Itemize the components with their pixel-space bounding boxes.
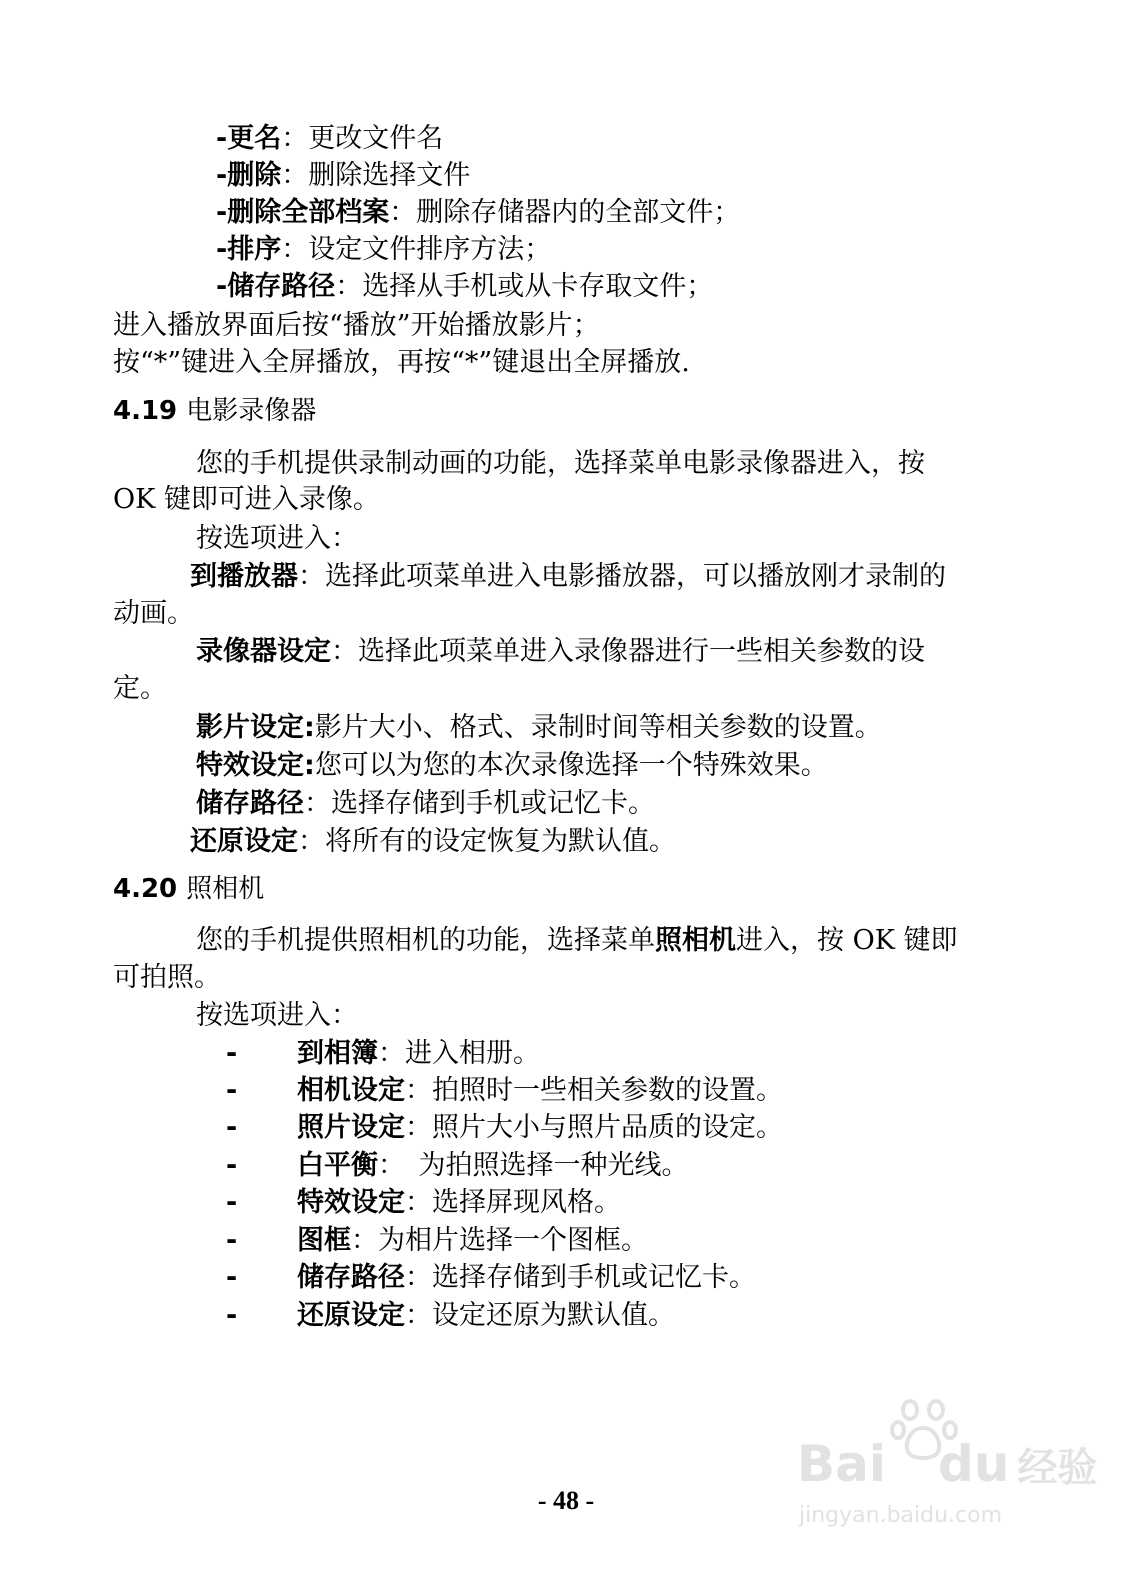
camera-intro-line-2: 可拍照。 xyxy=(113,962,221,993)
video-intro-line-2: OK 键即可进入录像。 xyxy=(113,484,380,515)
video-item-recorder-settings-cont: 定。 xyxy=(113,673,167,704)
video-item-restore-defaults: 还原设定：将所有的设定恢复为默认值。 xyxy=(190,826,676,857)
camera-item-effect-settings: 特效设定：选择屏现风格。 xyxy=(297,1187,621,1218)
camera-item-album: 到相簿：进入相册。 xyxy=(297,1038,540,1069)
camera-item-bullet: - xyxy=(226,1187,238,1218)
file-op-rename: -更名：更改文件名 xyxy=(216,123,444,154)
file-op-delete-all: -删除全部档案：删除存储器内的全部文件； xyxy=(216,197,741,228)
play-instruction: 进入播放界面后按“播放”开始播放影片； xyxy=(113,310,600,341)
page-number: - 48 - xyxy=(537,1486,595,1515)
video-intro-line-1: 您的手机提供录制动画的功能，选择菜单电影录像器进入，按 xyxy=(196,448,925,479)
file-op-sort: -排序：设定文件排序方法； xyxy=(216,234,552,265)
video-item-effect-settings: 特效设定:您可以为您的本次录像选择一个特殊效果。 xyxy=(196,750,828,781)
baidu-jingyan-watermark xyxy=(795,1398,1098,1568)
camera-item-bullet: - xyxy=(226,1075,238,1106)
file-op-storage-path: -储存路径：选择从手机或从卡存取文件； xyxy=(216,271,714,302)
camera-item-storage-path: 储存路径：选择存储到手机或记忆卡。 xyxy=(297,1262,756,1293)
video-item-storage-path: 储存路径：选择存储到手机或记忆卡。 xyxy=(196,788,655,819)
fullscreen-instruction: 按“*”键进入全屏播放，再按“*”键退出全屏播放. xyxy=(113,347,690,378)
video-item-to-player-cont: 动画。 xyxy=(113,598,194,629)
camera-item-bullet: - xyxy=(226,1150,238,1181)
camera-item-restore-defaults: 还原设定：设定还原为默认值。 xyxy=(297,1300,675,1331)
video-options-prompt: 按选项进入： xyxy=(196,523,358,554)
camera-item-bullet: - xyxy=(226,1225,238,1256)
camera-options-prompt: 按选项进入： xyxy=(196,1000,358,1031)
camera-item-frame: 图框：为相片选择一个图框。 xyxy=(297,1225,648,1256)
watermark-brand: Bai du 经验 xyxy=(797,1435,1098,1493)
camera-item-bullet: - xyxy=(226,1300,238,1331)
camera-item-camera-settings: 相机设定：拍照时一些相关参数的设置。 xyxy=(297,1075,783,1106)
camera-item-bullet: - xyxy=(226,1038,238,1069)
file-op-delete: -删除：删除选择文件 xyxy=(216,160,471,191)
camera-item-bullet: - xyxy=(226,1112,238,1143)
camera-item-white-balance: 白平衡： 为拍照选择一种光线。 xyxy=(297,1150,689,1181)
video-item-to-player: 到播放器：选择此项菜单进入电影播放器，可以播放刚才录制的 xyxy=(190,561,946,592)
video-item-recorder-settings: 录像器设定：选择此项菜单进入录像器进行一些相关参数的设 xyxy=(196,636,925,667)
section-heading-video-recorder: 4.19 电影录像器 xyxy=(113,396,317,426)
watermark-url: jingyan.baidu.com xyxy=(799,1503,1003,1528)
camera-item-bullet: - xyxy=(226,1262,238,1293)
section-heading-camera: 4.20 照相机 xyxy=(113,874,265,904)
video-item-movie-settings: 影片设定:影片大小、格式、录制时间等相关参数的设置。 xyxy=(196,712,882,743)
camera-item-photo-settings: 照片设定：照片大小与照片品质的设定。 xyxy=(297,1112,783,1143)
camera-intro-line-1: 您的手机提供照相机的功能，选择菜单照相机进入，按 OK 键即 xyxy=(196,925,958,956)
